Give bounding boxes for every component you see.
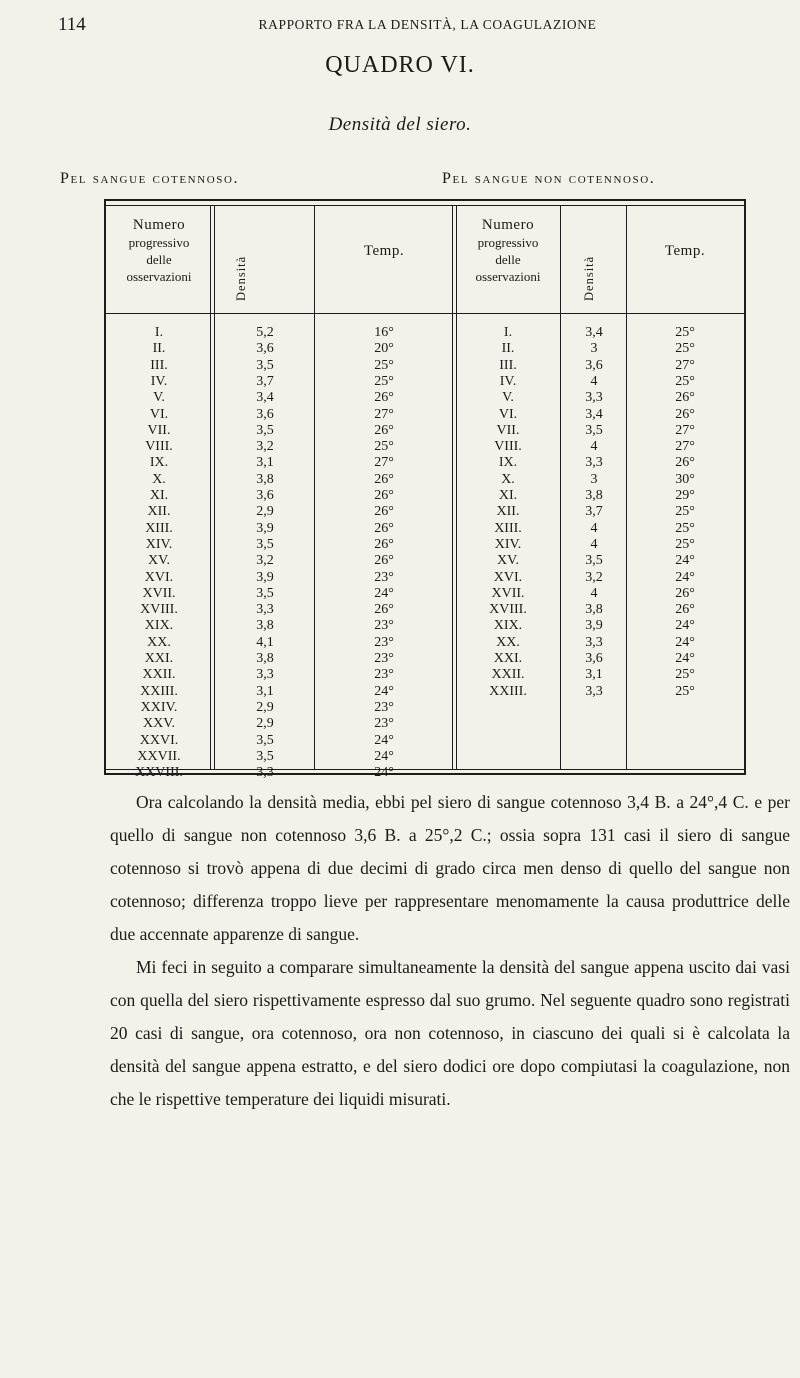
left-cell-densita: 3,5 [256, 732, 274, 748]
left-cell-densita: 3,6 [256, 406, 274, 422]
right-cell-densita: 3,3 [585, 634, 603, 650]
left-cell-temp: 24° [374, 732, 394, 748]
right-cell-temp: 25° [675, 504, 695, 520]
right-section-heading: Pel sangue non cotennoso. [442, 170, 656, 187]
left-cell-densita: 3,9 [256, 520, 274, 536]
right-cell-temp: 24° [675, 618, 695, 634]
left-cell-densita: 3,4 [256, 390, 274, 406]
left-cell-densita: 2,9 [256, 699, 274, 715]
left-cell-densita: 5,2 [256, 325, 274, 340]
right-cell-numero: XVII. [491, 585, 525, 601]
left-header-densita: Densità [234, 255, 248, 301]
left-cell-temp: 23° [374, 699, 394, 715]
table-subtitle: Densità del siero. [328, 114, 472, 135]
right-cell-densita: 3,1 [585, 667, 603, 683]
left-cell-temp: 26° [374, 536, 394, 552]
right-cell-numero: XIII. [494, 520, 522, 536]
right-cell-numero: XXII. [491, 667, 525, 683]
left-cell-numero: V. [153, 390, 165, 406]
left-cell-temp: 26° [374, 553, 394, 569]
right-cell-numero: III. [499, 357, 517, 373]
left-cell-densita: 3,1 [256, 455, 274, 471]
left-cell-temp: 23° [374, 651, 394, 666]
left-header-numero [108, 217, 210, 285]
right-cell-numero: I. [503, 325, 513, 340]
table-title: QUADRO VI. [325, 52, 475, 78]
header-line: Temp. [664, 243, 706, 259]
left-cell-numero: XIII. [145, 520, 173, 536]
left-cell-temp: 27° [374, 455, 394, 471]
right-cell-temp: 25° [675, 667, 695, 683]
left-cell-numero: XXII. [142, 667, 176, 683]
header-line: Numero [481, 217, 535, 233]
left-header-temp [316, 243, 452, 260]
left-cell-numero: XIX. [144, 618, 174, 634]
left-cell-numero: XV. [148, 553, 170, 569]
left-cell-numero: IX. [149, 455, 169, 471]
right-cell-temp: 25° [675, 373, 695, 389]
right-cell-densita: 3,4 [585, 406, 603, 422]
left-cell-numero: I. [154, 325, 164, 340]
left-cell-temp: 25° [374, 373, 394, 389]
left-cell-densita: 3,3 [256, 602, 274, 618]
header-line: Temp. [363, 243, 405, 259]
right-cell-temp: 25° [675, 683, 695, 699]
right-cell-temp: 24° [675, 569, 695, 585]
page-number: 114 [58, 14, 86, 35]
left-cell-densita: 3,5 [256, 536, 274, 552]
right-cell-temp: 24° [675, 634, 695, 650]
left-cell-densita: 3,6 [256, 488, 274, 503]
right-cell-densita: 3,8 [585, 488, 603, 503]
left-cell-densita: 3,5 [256, 748, 274, 764]
right-cell-numero: VIII. [494, 439, 522, 455]
left-cell-densita: 3,1 [256, 683, 274, 699]
right-cell-temp: 27° [675, 422, 695, 438]
right-cell-densita: 3,4 [585, 325, 603, 340]
left-cell-temp: 26° [374, 520, 394, 536]
right-cell-densita: 3,3 [585, 683, 603, 699]
paragraph-2 [110, 951, 790, 1116]
left-cell-temp: 16° [374, 325, 394, 340]
right-cell-numero: XVIII. [489, 602, 527, 618]
running-title: RAPPORTO FRA LA DENSITÀ, LA COAGULAZIONE [258, 17, 597, 32]
paragraph-text: Mi feci in seguito a comparare simultaneamente la densità del sangue appena uscito dai vasi con quella del siero rispettivamente espresso dal suo grumo. Nel seguente quadro sono registrati 20 casi di sangue, ora cotennoso, ora non cotennoso, in ciascuno dei quali si è calcolata la densità del sangue appena estratto, e del siero dodici ore dopo compiutasi la coagulazione, non che le rispettive temperature dei liquidi misurati. [110, 957, 790, 1109]
right-cell-numero: V. [502, 390, 514, 406]
left-cell-temp: 23° [374, 716, 394, 732]
left-cell-densita: 3,8 [256, 471, 274, 487]
left-cell-temp: 23° [374, 618, 394, 634]
left-cell-densita: 3,5 [256, 585, 274, 601]
left-cell-temp: 24° [374, 585, 394, 601]
left-cell-temp: 20° [374, 341, 394, 357]
right-cell-temp: 26° [675, 406, 695, 422]
left-cell-numero: XVIII. [140, 602, 178, 618]
right-cell-densita: 3,9 [585, 618, 603, 634]
right-cell-densita: 4 [590, 536, 598, 552]
right-cell-numero: VI. [498, 406, 518, 422]
left-cell-numero: XXVIII. [135, 765, 183, 781]
left-cell-densita: 3,6 [256, 341, 274, 357]
header-line: Numero [132, 217, 186, 233]
right-cell-temp: 30° [675, 471, 695, 487]
left-cell-numero: XXIII. [140, 683, 178, 699]
left-cell-temp: 23° [374, 667, 394, 683]
left-cell-densita: 3,7 [256, 373, 274, 389]
right-cell-temp: 26° [675, 585, 695, 601]
right-cell-temp: 29° [675, 488, 695, 503]
paragraph-text: Ora calcolando la densità media, ebbi pel siero di sangue cotennoso 3,4 B. a 24°,4 C. e per quello di sangue non cotennoso 3,6 B. a 25°,2 C.; ossia sopra 131 casi il siero di sangue cotennoso si trovò appena di due decimi di grado circa men denso di quello del sangue non cotennoso; differenza troppo lieve per rappresentare menomamente la causa produttrice delle due accennate apparenze di sangue. [110, 792, 790, 944]
right-cell-numero: IV. [499, 373, 517, 389]
left-cell-numero: III. [150, 357, 168, 373]
right-cell-numero: II. [501, 341, 515, 357]
header-line: progressivo [128, 235, 190, 250]
left-cell-numero: VII. [147, 422, 171, 438]
left-cell-densita: 3,2 [256, 439, 274, 455]
left-cell-numero: VIII. [145, 439, 173, 455]
left-cell-temp: 26° [374, 471, 394, 487]
left-cell-densita: 3,5 [256, 357, 274, 373]
left-cell-temp: 26° [374, 504, 394, 520]
left-cell-densita: 3,3 [256, 765, 274, 781]
left-cell-numero: XIV. [145, 536, 173, 552]
left-cell-temp: 24° [374, 683, 394, 699]
right-cell-numero: XXI. [493, 651, 523, 666]
right-cell-numero: X. [501, 471, 515, 487]
right-cell-numero: VII. [496, 422, 520, 438]
right-cell-temp: 27° [675, 357, 695, 373]
left-cell-numero: XXV. [142, 716, 176, 732]
header-line: delle [495, 252, 521, 267]
left-cell-numero: XXVII. [137, 748, 181, 764]
left-cell-temp: 26° [374, 488, 394, 503]
left-cell-temp: 23° [374, 634, 394, 650]
right-header-numero [456, 217, 560, 285]
left-cell-numero: XVI. [144, 569, 174, 585]
right-cell-densita: 3 [590, 341, 598, 357]
header-line: progressivo [477, 235, 539, 250]
right-cell-densita: 3,8 [585, 602, 603, 618]
right-cell-densita: 3,5 [585, 553, 603, 569]
right-cell-densita: 3,7 [585, 504, 603, 520]
header-line: osservazioni [126, 269, 192, 284]
left-cell-numero: X. [152, 471, 166, 487]
paragraph-1 [110, 786, 790, 951]
right-cell-densita: 3 [590, 471, 598, 487]
left-cell-numero: VI. [149, 406, 169, 422]
left-cell-temp: 26° [374, 422, 394, 438]
left-cell-numero: XX. [147, 634, 171, 650]
left-cell-densita: 3,9 [256, 569, 274, 585]
left-cell-temp: 25° [374, 439, 394, 455]
right-header-temp [628, 243, 742, 260]
right-cell-numero: XI. [498, 488, 518, 503]
left-cell-temp: 27° [374, 406, 394, 422]
left-cell-densita: 3,2 [256, 553, 274, 569]
body-text [110, 786, 790, 1116]
right-cell-densita: 4 [590, 373, 598, 389]
left-cell-temp: 23° [374, 569, 394, 585]
right-cell-temp: 25° [675, 520, 695, 536]
right-cell-numero: XV. [497, 553, 519, 569]
table-top-rule [106, 205, 744, 206]
right-cell-densita: 3,6 [585, 357, 603, 373]
left-cell-densita: 3,5 [256, 422, 274, 438]
right-cell-densita: 4 [590, 585, 598, 601]
right-header-densita: Densità [582, 255, 596, 301]
right-table-row [106, 684, 744, 706]
right-cell-numero: IX. [498, 455, 518, 471]
left-cell-numero: IV. [150, 373, 168, 389]
right-cell-densita: 3,5 [585, 422, 603, 438]
left-cell-densita: 3,8 [256, 651, 274, 666]
running-head [0, 12, 800, 38]
left-cell-temp: 26° [374, 390, 394, 406]
left-cell-densita: 4,1 [256, 634, 274, 650]
right-cell-densita: 3,6 [585, 651, 603, 666]
right-cell-temp: 24° [675, 651, 695, 666]
right-cell-densita: 3,3 [585, 455, 603, 471]
left-cell-densita: 2,9 [256, 716, 274, 732]
left-cell-numero: XXVI. [139, 732, 179, 748]
left-cell-densita: 2,9 [256, 504, 274, 520]
left-cell-densita: 3,8 [256, 618, 274, 634]
right-cell-densita: 4 [590, 439, 598, 455]
right-cell-densita: 3,2 [585, 569, 603, 585]
right-cell-numero: XIV. [494, 536, 522, 552]
right-cell-densita: 4 [590, 520, 598, 536]
left-cell-numero: XXIV. [140, 699, 178, 715]
left-table-row [106, 765, 744, 787]
right-cell-numero: XXIII. [489, 683, 527, 699]
left-cell-numero: II. [152, 341, 166, 357]
header-line: osservazioni [475, 269, 541, 284]
left-section-heading: Pel sangue cotennoso. [60, 170, 240, 187]
right-cell-numero: XX. [496, 634, 520, 650]
left-cell-temp: 24° [374, 765, 394, 781]
header-separator [106, 313, 744, 314]
left-cell-densita: 3,3 [256, 667, 274, 683]
right-cell-numero: XVI. [493, 569, 523, 585]
right-cell-temp: 27° [675, 439, 695, 455]
left-cell-temp: 25° [374, 357, 394, 373]
header-line: delle [146, 252, 172, 267]
right-cell-temp: 25° [675, 536, 695, 552]
right-cell-temp: 26° [675, 455, 695, 471]
right-cell-temp: 26° [675, 390, 695, 406]
left-cell-numero: XII. [147, 504, 171, 520]
right-cell-densita: 3,3 [585, 390, 603, 406]
left-cell-numero: XVII. [142, 585, 176, 601]
right-cell-numero: XIX. [493, 618, 523, 634]
right-cell-temp: 24° [675, 553, 695, 569]
right-cell-temp: 26° [675, 602, 695, 618]
left-cell-temp: 26° [374, 602, 394, 618]
left-cell-temp: 24° [374, 748, 394, 764]
right-cell-temp: 25° [675, 325, 695, 340]
right-cell-numero: XII. [496, 504, 520, 520]
left-cell-numero: XI. [149, 488, 169, 503]
left-cell-numero: XXI. [144, 651, 174, 666]
density-table [104, 199, 746, 781]
right-cell-temp: 25° [675, 341, 695, 357]
